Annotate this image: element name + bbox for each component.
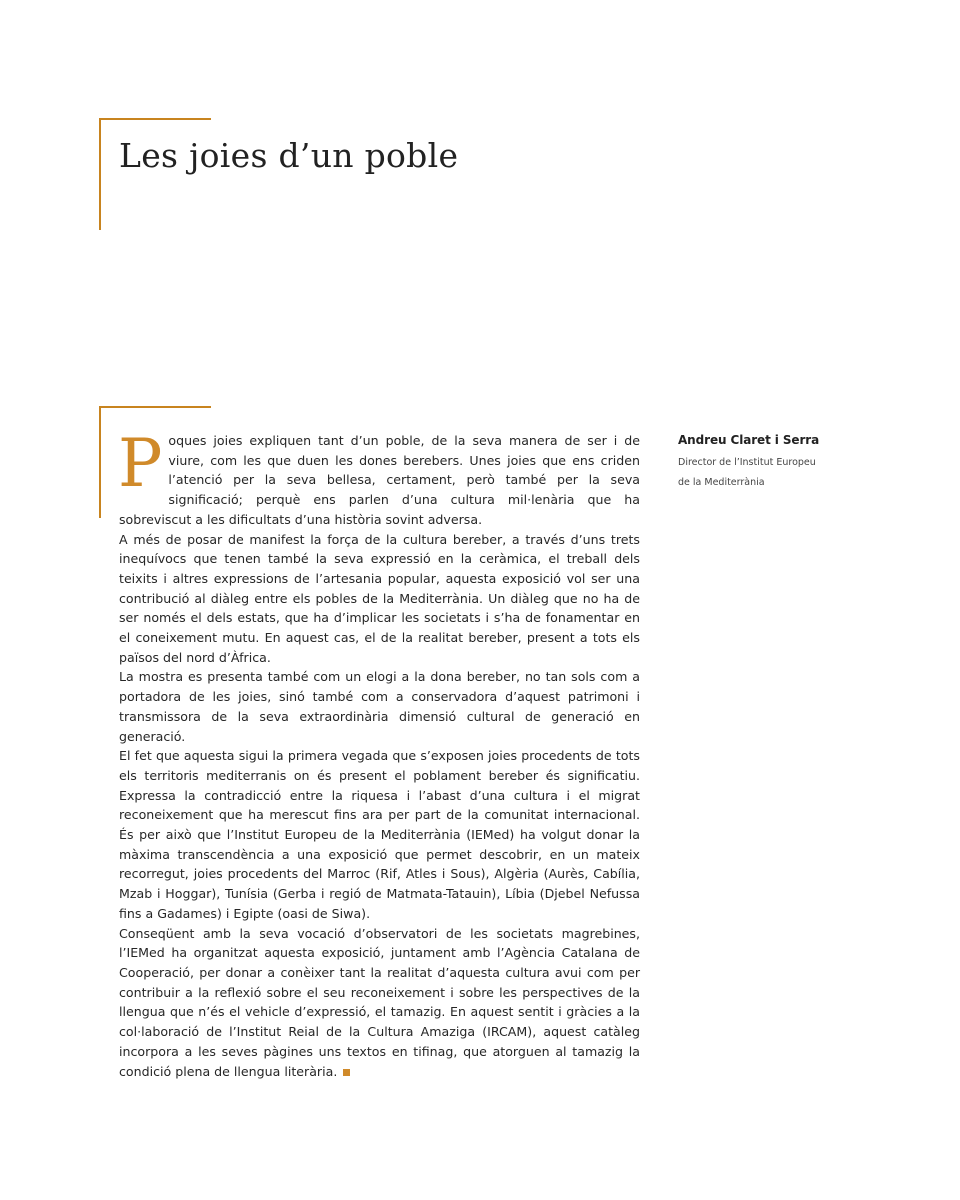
paragraph-1 bbox=[118, 425, 640, 530]
paragraph-1-text: oques joies expliquen tant d’un poble, de la seva manera de ser i de viure, com les que duen les dones berebers. Unes joies que ens criden l’atenció per la seva bellesa, certament, però també per la seva significació; perquè ens parlen d’una cultura mil·lenària que ha sobreviscut a les dificultats d’una història sovint adversa. bbox=[119, 433, 640, 527]
drop-cap: P bbox=[118, 425, 163, 502]
paragraph-4: El fet que aquesta sigui la primera vegada que s’exposen joies procedents de tots els territoris mediterranis on és present el poblament bereber és significatiu. Expressa la contradicció entre la riquesa i l’abast d’una cultura i el migrat reconeixement que ha merescut fins ara per part de la comunitat internacional. És per això que l’Institut Europeu de la Mediterrània (IEMed) ha volgut donar la màxima transcendència a una exposició que permet descobrir, en un mateix recorregut, joies procedents del Marroc (Rif, Atles i Sous), Algèria (Aurès, Cabília, Mzab i Hoggar), Tunísia (Gerba i regió de Matmata-Tatauin), Líbia (Djebel Nefussa fins a Gadames) i Egipte (oasi de Siwa). bbox=[119, 748, 640, 921]
article-body bbox=[118, 425, 640, 1081]
paragraph-5-text: Conseqüent amb la seva vocació d’observatori de les societats magrebines, l’IEMed ha organitzat aquesta exposició, juntament amb l’Agència Catalana de Cooperació, per donar a conèixer tant la realitat d’aquesta cultura avui com per contribuir a la reflexió sobre el seu reconeixement i sobre les perspectives de la llengua que n’és el vehicle d’expressió, el tamazig. En aquest sentit i gràcies a la col·laboració de l’Institut Reial de la Cultura Amaziga (IRCAM), aquest catàleg incorpora a les seves pàgines uns textos en tifinag, que atorguen al tamazig la condició plena de llengua literària. bbox=[119, 925, 640, 1079]
author-role-line-2: de la Mediterrània bbox=[678, 477, 765, 488]
page-title: Les joies d’un poble bbox=[119, 136, 459, 175]
author-role-line-1: Director de l’Institut Europeu bbox=[678, 457, 816, 468]
author-block bbox=[678, 433, 878, 493]
end-of-article-square-icon bbox=[343, 1069, 350, 1076]
paragraph-2: A més de posar de manifest la força de la cultura bereber, a través d’uns trets inequívocs que tenen també la seva expressió en la ceràmica, el treball dels teixits i altres expressions de l’artesania popular, aquesta exposició vol ser una contribució al diàleg entre els pobles de la Mediterrània. Un diàleg que no ha de ser només el dels estats, que ha d’implicar les societats i s’ha de fonamentar en el coneixement mutu. En aquest cas, el de la realitat bereber, present a tots els països del nord d’Àfrica. bbox=[119, 531, 640, 665]
paragraph-5 bbox=[119, 924, 640, 1082]
paragraph-3: La mostra es presenta també com un elogi a la dona bereber, no tan sols com a portadora de les joies, sinó també com a conservadora d’aquest patrimoni i transmissora de la seva extraordinària dimensió cultural de generació en generació. bbox=[119, 669, 640, 744]
author-name: Andreu Claret i Serra bbox=[678, 433, 820, 447]
